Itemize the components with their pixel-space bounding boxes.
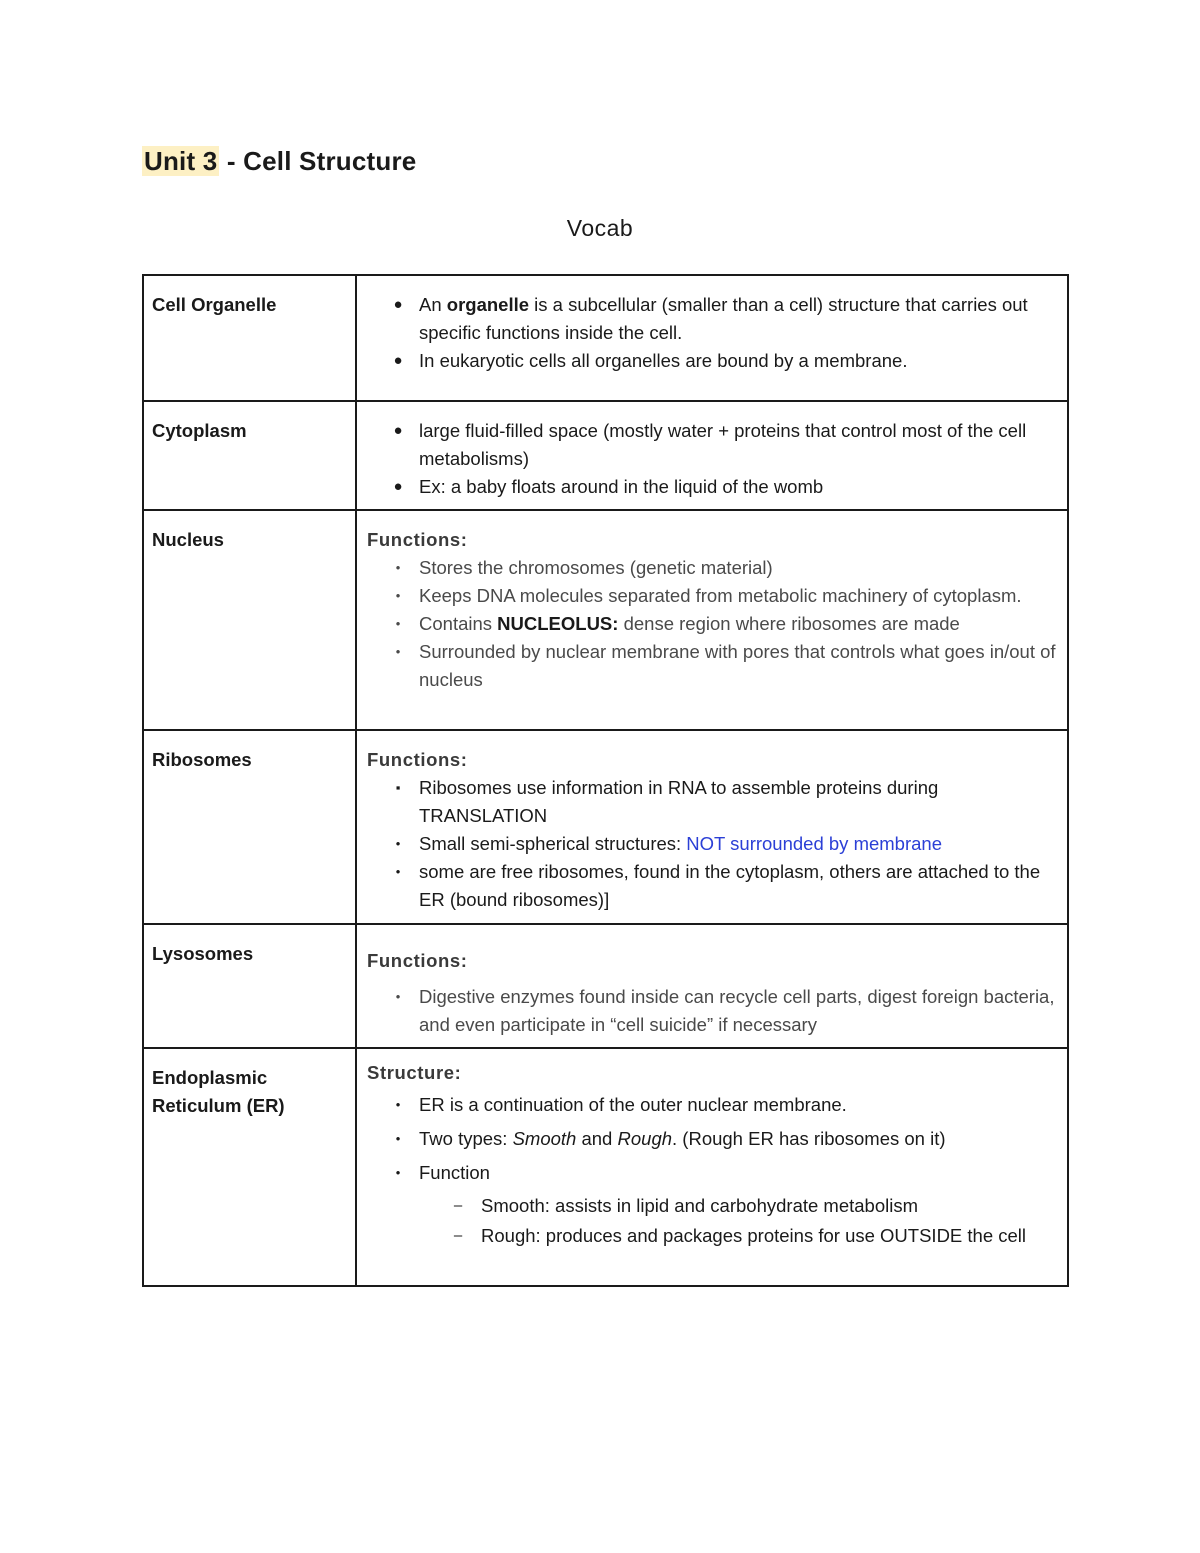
bullet-list [367,554,1059,694]
bullet-icon: • [395,989,401,1004]
dash-icon: – [453,1227,463,1244]
list-item: • Keeps DNA molecules separated from metabolic machinery of cytoplasm. [367,582,1059,610]
bullet-icon: ● [393,422,403,439]
bullet-icon: ● [393,478,403,495]
list-item: • Two types: Smooth and Rough. (Rough ER has ribosomes on it) [367,1125,1059,1153]
list-item: • Surrounded by nuclear membrane with pores that controls what goes in/out of nucleus [367,638,1059,694]
definition-cell [356,401,1068,510]
table-row [143,510,1068,730]
list-item: ● large fluid-filled space (mostly water + proteins that control most of the cell metabolisms) [367,417,1059,473]
table-row [143,275,1068,401]
vocab-heading: Vocab [566,215,634,241]
bullet-icon: • [395,864,401,879]
bullet-list [367,983,1059,1039]
term-cell: Cytoplasm [143,401,356,510]
sub-list-item: – Smooth: assists in lipid and carbohydrate metabolism [367,1193,1059,1219]
list-item: ● Ex: a baby floats around in the liquid of the womb [367,473,1059,501]
list-item: • Digestive enzymes found inside can recycle cell parts, digest foreign bacteria, and even participate in “cell suicide” if necessary [367,983,1059,1039]
table-row [143,730,1068,924]
table-row [143,924,1068,1048]
table-row [143,401,1068,510]
term-cell: Cell Organelle [143,275,356,401]
dash-icon: – [453,1197,463,1214]
page-title [142,146,416,177]
bullet-icon: • [395,1131,401,1146]
table-row [143,1048,1068,1286]
list-item: • Function [367,1159,1059,1187]
section-heading: Functions: [367,529,468,550]
bullet-list [367,291,1059,375]
term-cell: Ribosomes [143,730,356,924]
term-cell: Lysosomes [143,924,356,1048]
square-bullet-icon: ▪ [395,780,401,795]
definition-cell [356,730,1068,924]
list-item: ● In eukaryotic cells all organelles are bound by a membrane. [367,347,1059,375]
section-heading: Functions: [367,950,468,971]
list-item: • ER is a continuation of the outer nuclear membrane. [367,1091,1059,1119]
unit-highlight: Unit 3 [144,146,218,176]
bullet-list [367,774,1059,914]
term-cell: Nucleus [143,510,356,730]
bullet-icon: ● [393,296,403,313]
definition-cell [356,924,1068,1048]
section-heading: Structure: [367,1062,462,1083]
bullet-icon: • [395,560,401,575]
bullet-icon: • [395,1097,401,1112]
bullet-list [367,1091,1059,1249]
list-item: • some are free ribosomes, found in the cytoplasm, others are attached to the ER (bound ribosomes)] [367,858,1059,914]
vocab-table [142,274,1069,1287]
bullet-icon: • [395,588,401,603]
list-item: ▪ Ribosomes use information in RNA to assemble proteins during TRANSLATION [367,774,1059,830]
list-item: • Stores the chromosomes (genetic material) [367,554,1059,582]
sub-list-item: – Rough: produces and packages proteins for use OUTSIDE the cell [367,1223,1059,1249]
title-rest: - Cell Structure [219,146,417,176]
term-cell: Endoplasmic Reticulum (ER) [143,1048,356,1286]
bullet-icon: • [395,644,401,659]
section-heading: Functions: [367,749,468,770]
definition-cell [356,275,1068,401]
list-item: • Contains NUCLEOLUS: dense region where ribosomes are made [367,610,1059,638]
bullet-icon: • [395,836,401,851]
definition-cell [356,510,1068,730]
list-item: ● An organelle is a subcellular (smaller than a cell) structure that carries out specific functions inside the cell. [367,291,1059,347]
bullet-icon: • [395,616,401,631]
bullet-icon: ● [393,352,403,369]
list-item: • Small semi-spherical structures: NOT surrounded by membrane [367,830,1059,858]
bullet-list [367,417,1059,501]
bullet-icon: • [395,1165,401,1180]
definition-cell [356,1048,1068,1286]
